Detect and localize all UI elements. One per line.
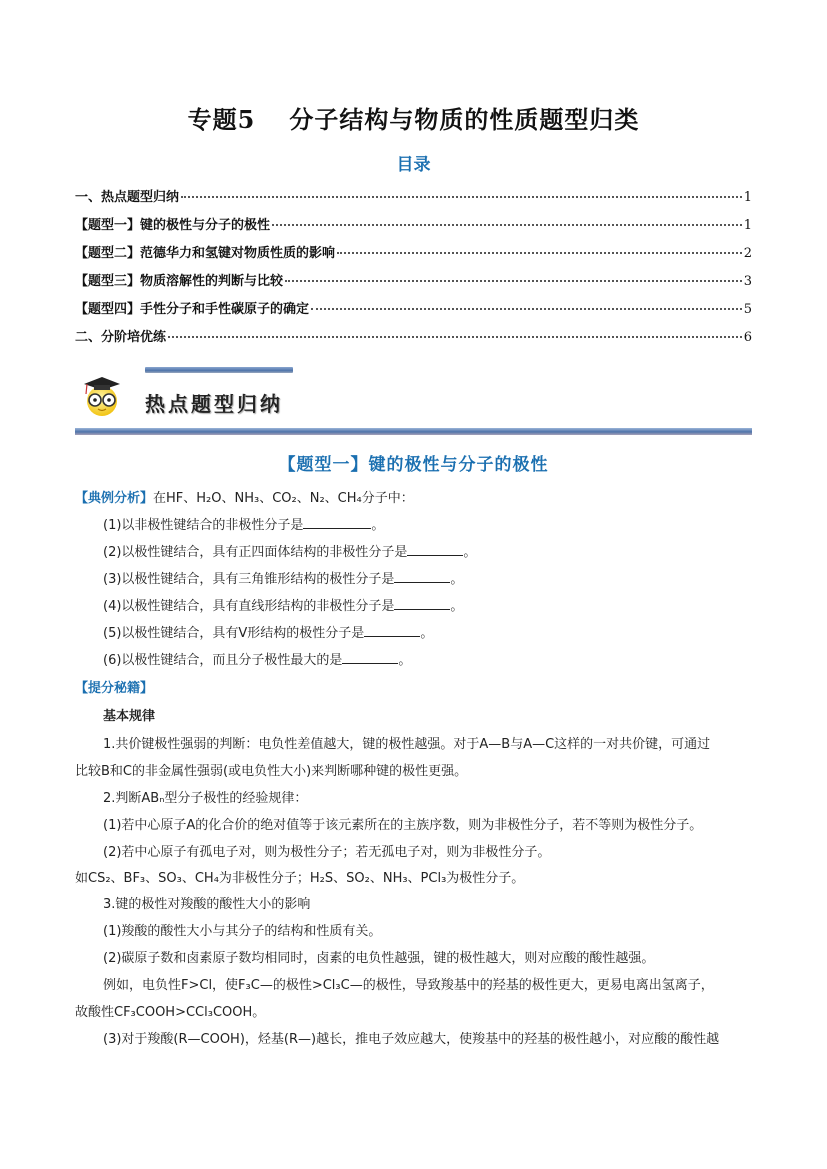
document-title xyxy=(0,100,827,135)
example-intro xyxy=(75,487,414,506)
question-item xyxy=(103,541,476,560)
toc-page-number: 6 xyxy=(743,330,752,345)
toc-entry-label: 一、热点题型归纳 xyxy=(75,190,180,205)
answer-blank[interactable] xyxy=(364,624,420,637)
toc-leader-dots xyxy=(337,252,742,254)
toc-page-number: 2 xyxy=(743,246,752,261)
toc-entry[interactable] xyxy=(75,298,752,326)
end-mark: 。 xyxy=(450,599,464,614)
toc-entry-label: 【题型二】范德华力和氢键对物质性质的影响 xyxy=(75,246,336,261)
tips-line: 如CS₂、BF₃、SO₃、CH₄为非极性分子；H₂S、SO₂、NH₃、PCl₃为极性分子。 xyxy=(75,871,525,886)
toc-entry[interactable] xyxy=(75,270,752,298)
toc-entry-label: 【题型一】键的极性与分子的极性 xyxy=(75,218,271,233)
tips-line: (2)碳原子数和卤素原子数均相同时，卤素的电负性越强，键的极性越大，则对应酸的酸性越强。 xyxy=(103,951,655,966)
answer-blank[interactable] xyxy=(394,570,450,583)
toc-entry[interactable] xyxy=(75,214,752,242)
tips-line: (2)若中心原子有孤电子对，则为极性分子；若无孤电子对，则为非极性分子。 xyxy=(103,845,551,860)
toc-leader-dots xyxy=(272,224,742,226)
question-item xyxy=(103,649,411,668)
question-item xyxy=(103,568,463,587)
title-main: 分子结构与物质的性质题型归类 xyxy=(289,105,640,134)
toc-page-number: 1 xyxy=(743,218,752,233)
end-mark: 。 xyxy=(463,545,477,560)
answer-blank[interactable] xyxy=(394,597,450,610)
toc-leader-dots xyxy=(311,308,742,310)
question-text: (1)以非极性键结合的非极性分子是 xyxy=(103,518,304,533)
toc-leader-dots xyxy=(168,336,742,338)
toc-page-number: 3 xyxy=(743,274,752,289)
banner-bottom-bar xyxy=(75,428,752,435)
tips-line: (1)羧酸的酸性大小与其分子的结构和性质有关。 xyxy=(103,924,382,939)
toc-entry-label: 二、分阶培优练 xyxy=(75,330,167,345)
question-item xyxy=(103,595,463,614)
end-mark: 。 xyxy=(420,626,434,641)
title-prefix: 专题5 xyxy=(187,105,256,134)
tips-line: 3.键的极性对羧酸的酸性大小的影响 xyxy=(103,897,311,912)
question-text: (4)以极性键结合，具有直线形结构的非极性分子是 xyxy=(103,599,395,614)
banner-title: 热点题型归纳 xyxy=(145,392,283,416)
toc-page-number: 5 xyxy=(743,302,752,317)
banner-top-bar xyxy=(145,367,293,373)
question-item xyxy=(103,622,433,641)
question-text: (6)以极性键结合，而且分子极性最大的是 xyxy=(103,653,343,668)
answer-blank[interactable] xyxy=(303,516,371,529)
toc-page-number: 1 xyxy=(743,190,752,205)
question-text: (5)以极性键结合，具有V形结构的极性分子是 xyxy=(103,626,365,641)
toc-leader-dots xyxy=(285,280,742,282)
section-banner xyxy=(75,362,752,440)
example-lead-label: 【典例分析】 xyxy=(75,491,154,506)
tips-line: 比较B和C的非金属性强弱(或电负性大小)来判断哪种键的极性更强。 xyxy=(75,764,468,779)
toc-entry-label: 【题型四】手性分子和手性碳原子的确定 xyxy=(75,302,310,317)
end-mark: 。 xyxy=(450,572,464,587)
tips-line: 1.共价键极性强弱的判断：电负性差值越大，键的极性越强。对于A—B与A—C这样的一对共价键，可通过 xyxy=(103,737,711,752)
tips-line: 例如，电负性F>Cl，使F₃C—的极性>Cl₃C—的极性，导致羧基中的羟基的极性更大，更易电离出氢离子， xyxy=(103,978,714,993)
tips-subhead: 基本规律 xyxy=(103,709,156,724)
tips-line: 故酸性CF₃COOH>CCl₃COOH。 xyxy=(75,1005,266,1020)
toc-entry[interactable] xyxy=(75,326,752,354)
section-title: 【题型一】键的极性与分子的极性 xyxy=(278,455,549,475)
tips-line: (3)对于羧酸(R—COOH)，烃基(R—)越长，推电子效应越大，使羧基中的羟基的极性越小，对应酸的酸性越 xyxy=(103,1032,720,1047)
example-intro-text: 在HF、H₂O、NH₃、CO₂、N₂、CH₄分子中： xyxy=(153,491,414,506)
answer-blank[interactable] xyxy=(342,651,398,664)
question-text: (2)以极性键结合，具有正四面体结构的非极性分子是 xyxy=(103,545,408,560)
end-mark: 。 xyxy=(398,653,412,668)
toc-leader-dots xyxy=(181,196,742,198)
answer-blank[interactable] xyxy=(407,543,463,556)
question-text: (3)以极性键结合，具有三角锥形结构的极性分子是 xyxy=(103,572,395,587)
end-mark: 。 xyxy=(371,518,385,533)
toc-entry[interactable] xyxy=(75,242,752,270)
tips-lead-label: 【提分秘籍】 xyxy=(75,681,154,696)
table-of-contents xyxy=(75,186,752,354)
scholar-owl-icon xyxy=(80,372,124,418)
question-item xyxy=(103,514,384,533)
toc-heading: 目录 xyxy=(396,155,431,175)
tips-line: (1)若中心原子A的化合价的绝对值等于该元素所在的主族序数，则为非极性分子，若不等则为极性分子。 xyxy=(103,818,703,833)
toc-entry-label: 【题型三】物质溶解性的判断与比较 xyxy=(75,274,284,289)
tips-line: 2.判断ABₙ型分子极性的经验规律： xyxy=(103,791,308,806)
toc-entry[interactable] xyxy=(75,186,752,214)
